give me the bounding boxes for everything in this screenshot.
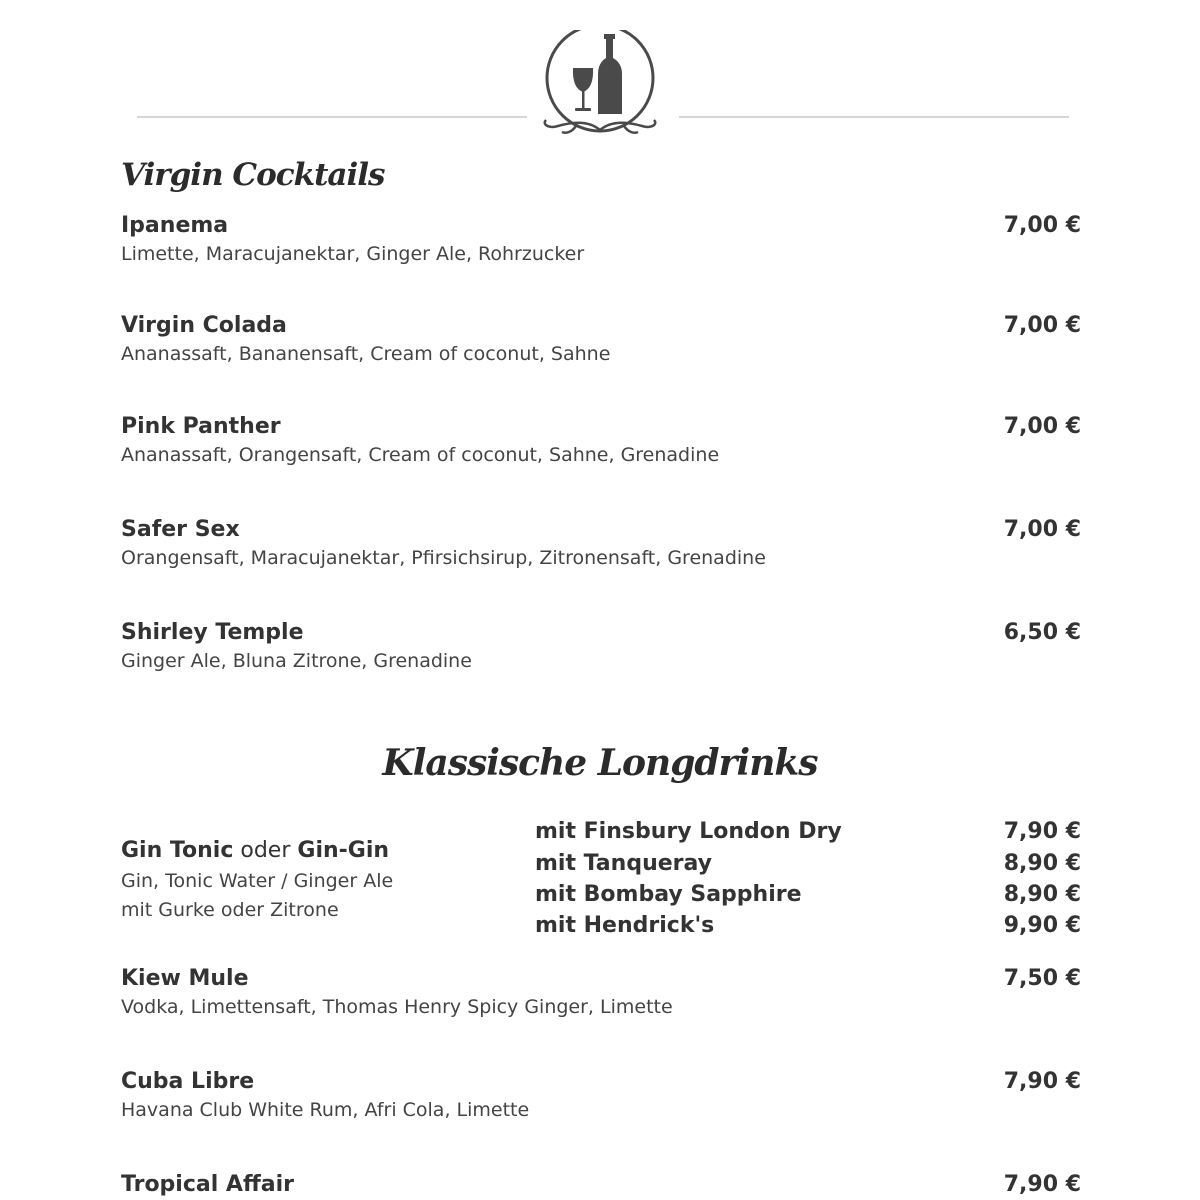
gin-variant-row — [535, 913, 1081, 943]
item-description: Limette, Maracujanektar, Ginger Ale, Rohrzucker — [121, 243, 585, 265]
gin-name-part2: Gin-Gin — [297, 838, 390, 863]
header-divider-right — [679, 116, 1069, 118]
wine-glass-icon — [573, 68, 593, 111]
item-name: Virgin Colada — [121, 313, 287, 338]
gin-description-line2: mit Gurke oder Zitrone — [121, 899, 339, 921]
item-description: Ananassaft, Orangensaft, Cream of coconut, Sahne, Grenadine — [121, 444, 720, 466]
variant-price: 8,90 € — [1003, 851, 1081, 876]
item-description: Ginger Ale, Bluna Zitrone, Grenadine — [121, 650, 472, 672]
gin-description-line1: Gin, Tonic Water / Ginger Ale — [121, 870, 394, 892]
variant-name: mit Finsbury London Dry — [535, 819, 842, 844]
gin-name-connector: oder — [240, 838, 291, 863]
item-description: Ananassaft, Bananensaft, Cream of coconut, Sahne — [121, 343, 611, 365]
header-divider-left — [137, 116, 527, 118]
variant-name: mit Bombay Sapphire — [535, 882, 802, 907]
item-price: 7,00 € — [1003, 414, 1081, 439]
gin-name-part1: Gin Tonic — [121, 838, 234, 863]
variant-name: mit Tanqueray — [535, 851, 713, 876]
gin-variant-row — [535, 819, 1081, 849]
item-description: Orangensaft, Maracujanektar, Pfirsichsirup, Zitronensaft, Grenadine — [121, 547, 766, 569]
variant-name: mit Hendrick's — [535, 913, 715, 938]
item-price: 6,50 € — [1003, 620, 1081, 645]
item-description: Havana Club White Rum, Afri Cola, Limette — [121, 1099, 530, 1121]
wine-bottle-icon — [598, 34, 622, 114]
item-name: Ipanema — [121, 213, 229, 238]
item-price: 7,50 € — [1003, 966, 1081, 991]
gin-variant-row — [535, 851, 1081, 881]
item-name: Tropical Affair — [121, 1172, 295, 1197]
section-title-virgin-cocktails: Virgin Cocktails — [121, 157, 385, 193]
variant-price: 8,90 € — [1003, 882, 1081, 907]
item-price: 7,90 € — [1003, 1069, 1081, 1094]
gin-variant-row — [535, 882, 1081, 912]
gin-item-name — [121, 838, 389, 863]
item-name: Cuba Libre — [121, 1069, 255, 1094]
variant-price: 9,90 € — [1003, 913, 1081, 938]
item-name: Kiew Mule — [121, 966, 249, 991]
item-price: 7,90 € — [1003, 1172, 1081, 1197]
item-name: Pink Panther — [121, 414, 281, 439]
item-price: 7,00 € — [1003, 213, 1081, 238]
item-name: Shirley Temple — [121, 620, 304, 645]
item-price: 7,00 € — [1003, 517, 1081, 542]
wine-emblem-icon — [536, 30, 664, 142]
item-description: Vodka, Limettensaft, Thomas Henry Spicy Ginger, Limette — [121, 996, 673, 1018]
item-name: Safer Sex — [121, 517, 240, 542]
variant-price: 7,90 € — [1003, 819, 1081, 844]
section-title-klassische-longdrinks: Klassische Longdrinks — [382, 742, 818, 784]
item-price: 7,00 € — [1003, 313, 1081, 338]
